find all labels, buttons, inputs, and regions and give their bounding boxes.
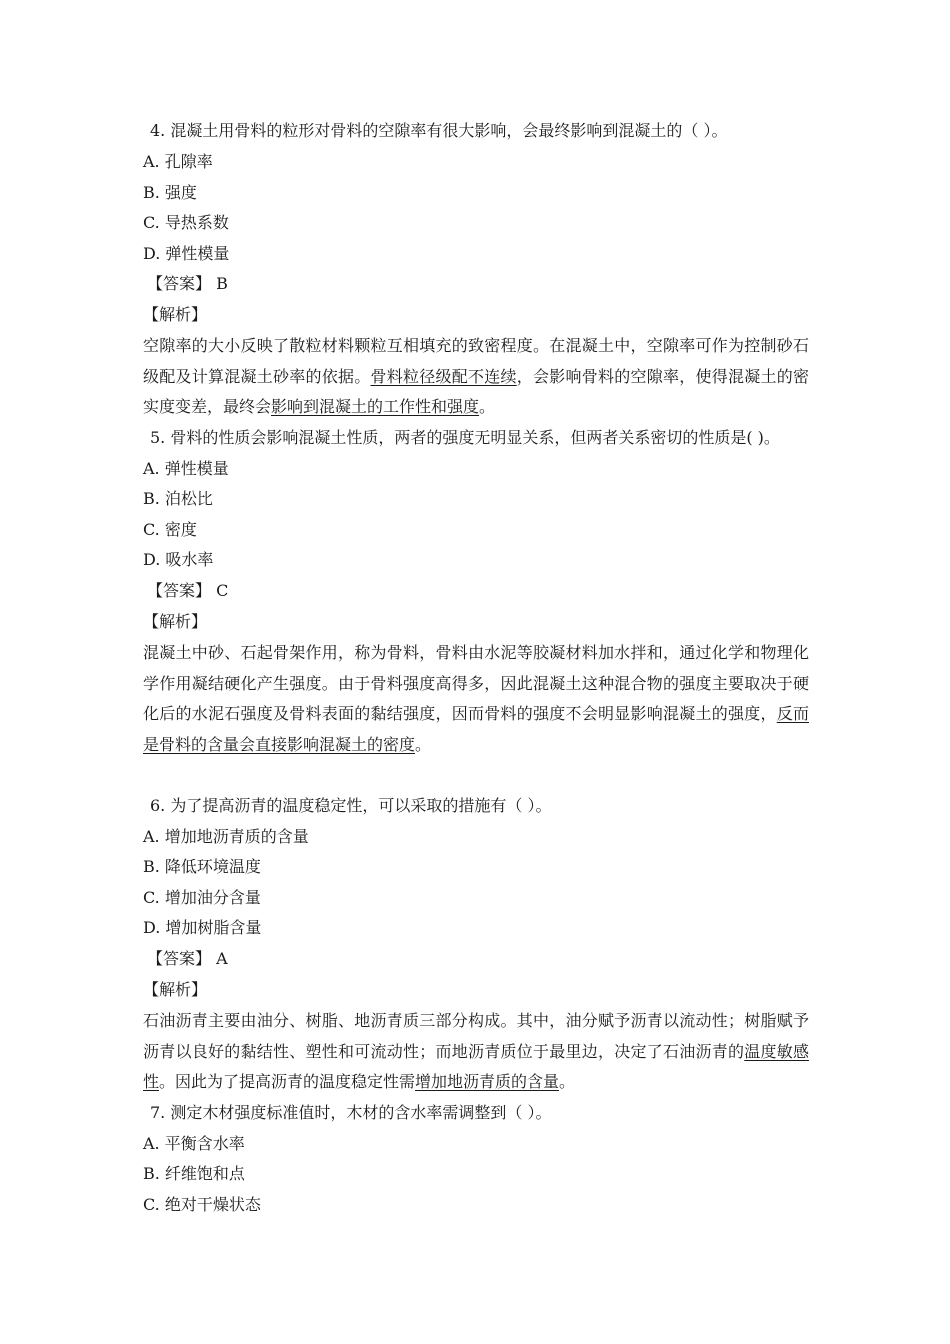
question-6-option-a: A. 增加地沥青质的含量 [143,827,309,846]
analysis-text: 混凝土中砂、石起骨架作用，称为骨料，骨料由水泥等胶凝材料加水拌和，通过化学和物理化学作用凝结硬化产生强度。由于骨料强度高得多，因此混凝土这种混合物的强度主要取决于硬化后的水泥石强度及骨料表面的黏结强度，因而骨料的强度不会明显影响混凝土的强度， [143,643,809,724]
question-4-stem: 4. 混凝土用骨料的粒形对骨料的空隙率有很大影响，会最终影响到混凝土的（ ）。 [150,121,728,140]
question-4-option-c: C. 导热系数 [143,213,229,232]
question-7-option-c: C. 绝对干燥状态 [143,1195,261,1214]
question-4-option-b: B. 强度 [143,183,197,202]
question-5-option-c: C. 密度 [143,520,197,539]
question-5-analysis [143,638,809,761]
question-6-answer: 【答案】 A [147,949,228,968]
question-4-analysis-label: 【解析】 [143,305,208,324]
question-6-option-b: B. 降低环境温度 [143,857,261,876]
analysis-underlined: 增加地沥青质的含量 [415,1072,560,1092]
question-6-analysis [143,1006,809,1098]
question-4-option-a: A. 孔隙率 [143,152,213,171]
question-7-option-a: A. 平衡含水率 [143,1134,245,1153]
question-5-option-b: B. 泊松比 [143,489,213,508]
analysis-underlined: 温度敏感性 [143,1041,809,1092]
question-4-analysis [143,331,809,423]
analysis-underlined: 反而是骨料的含量会直接影响混凝土的密度 [143,704,809,755]
question-5-stem: 5. 骨料的性质会影响混凝土性质，两者的强度无明显关系，但两者关系密切的性质是( )。 [150,428,780,447]
analysis-underlined: 骨料粒径级配不连续 [370,366,517,386]
question-6-analysis-label: 【解析】 [143,980,208,999]
analysis-text: 。 [479,397,496,417]
question-7-stem: 7. 测定木材强度标准值时，木材的含水率需调整到（ ）。 [150,1103,552,1122]
question-5-option-a: A. 弹性模量 [143,459,229,478]
question-5-analysis-label: 【解析】 [143,612,208,631]
analysis-underlined: 影响到混凝土的工作性和强度 [271,397,480,417]
question-6-option-d: D. 增加树脂含量 [143,918,262,937]
analysis-text: 。 [415,735,432,755]
analysis-text: 空隙率的大小反映了散粒材料颗粒互相填充的致密程度。在混凝土中，空隙率可作为控制砂石级配及计算混凝土砂率的依据。 [143,336,809,386]
analysis-text: 。 [559,1072,576,1092]
analysis-text: 石油沥青主要由油分、树脂、地沥青质三部分构成。其中，油分赋予沥青以流动性；树脂赋予沥青以良好的黏结性、塑性和可流动性；而地沥青质位于最里边，决定了石油沥青的 [143,1011,809,1061]
question-7-option-b: B. 纤维饱和点 [143,1164,245,1183]
question-5-option-d: D. 吸水率 [143,550,214,569]
analysis-text: 。因此为了提高沥青的温度稳定性需 [159,1072,416,1092]
question-4-option-d: D. 弹性模量 [143,244,230,263]
question-6-stem: 6. 为了提高沥青的温度稳定性，可以采取的措施有（ ）。 [150,796,552,815]
question-4-answer: 【答案】 B [147,274,228,293]
question-6-option-c: C. 增加油分含量 [143,888,261,907]
analysis-text: ，会影响骨料的空隙率，使得混凝土的密实度变差，最终会 [143,366,809,417]
question-5-answer: 【答案】 C [147,581,229,600]
